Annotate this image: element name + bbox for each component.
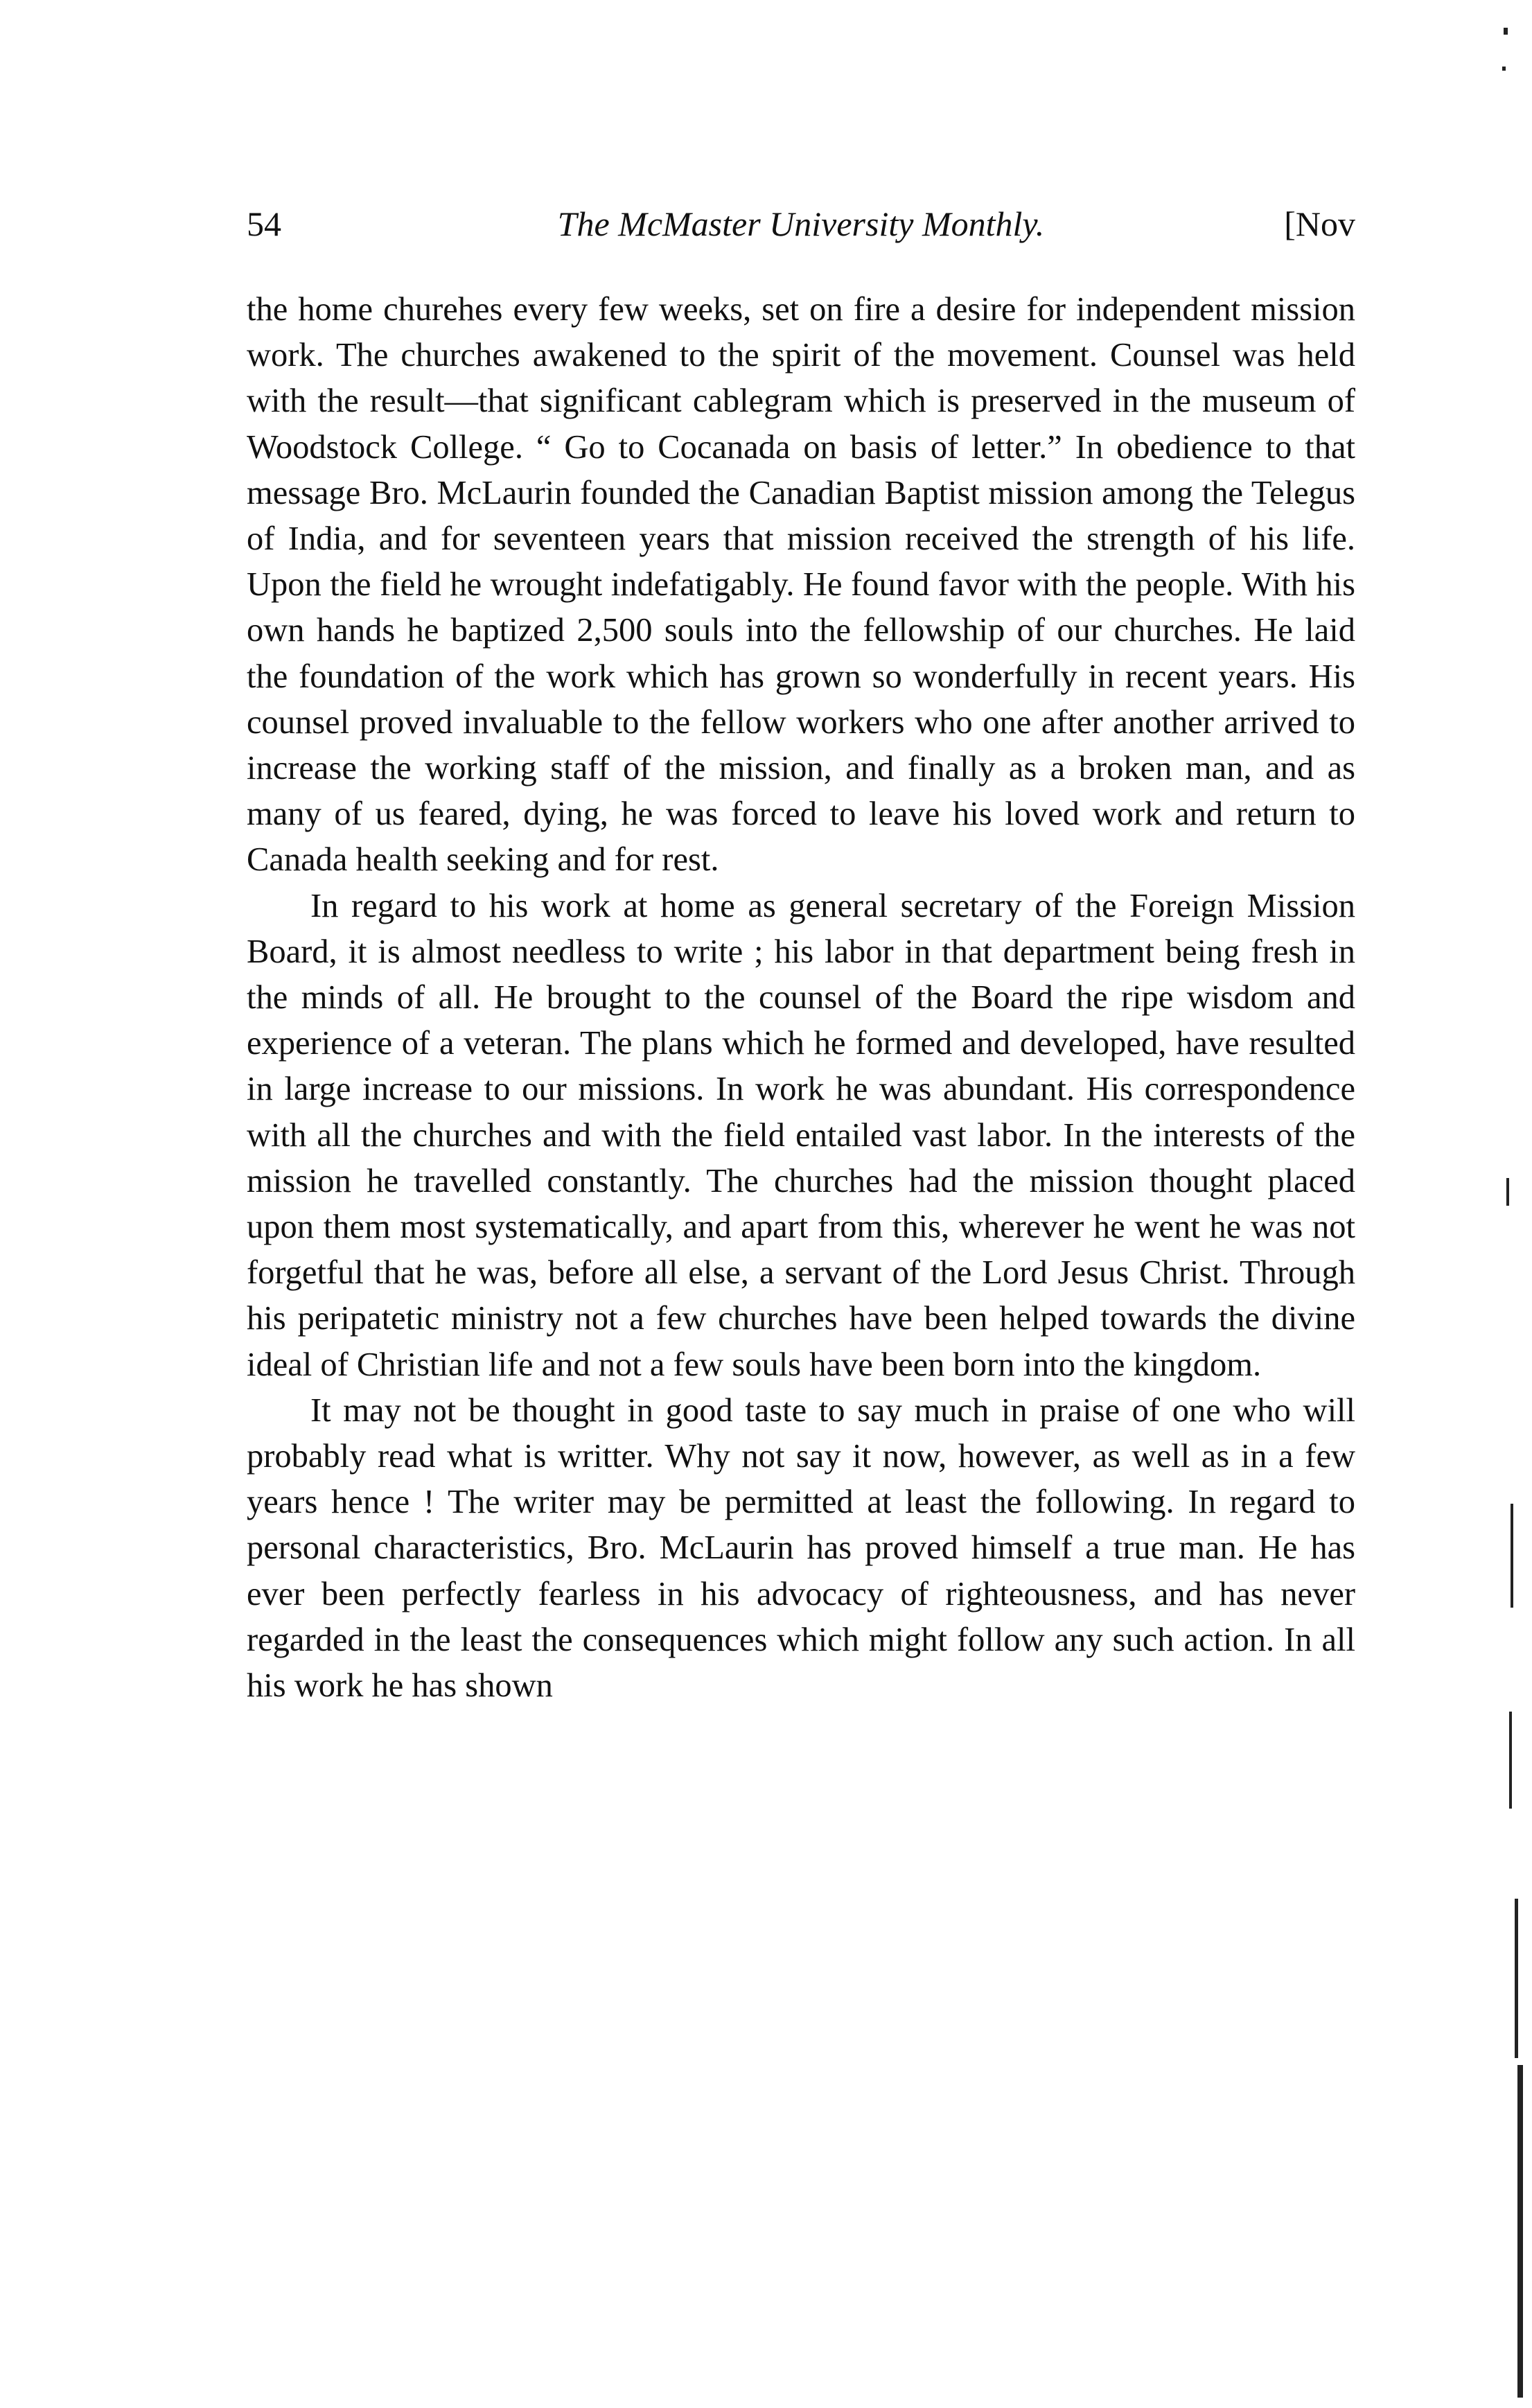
scan-mark: [1504, 28, 1508, 35]
scan-mark: [1509, 1712, 1512, 1809]
issue-month: [Nov: [1284, 204, 1355, 243]
page-number: 54: [247, 204, 281, 243]
paragraph-2: In regard to his work at home as general secretary of the Foreign Mission Board, it is almost needless to write ; his labor in that department being fresh in the minds of all. He brought to the counsel of the Board the ripe wisdom and experience of a veteran. The plans which he formed and developed, have resulted in large increase to our missions. In work he was abundant. His correspondence with all the churches and with the field entailed vast labor. In the interests of the mission he travelled constantly. The churches had the mission thought placed upon them most systematically, and apart from this, wherever he went he was not forgetful that he was, before all else, a servant of the Lord Jesus Christ. Through his peripatetic ministry not a few churches have been helped towards the divine ideal of Christian life and not a few souls have been born into the kingdom.: [247, 887, 1355, 1383]
scan-mark: [1502, 67, 1506, 71]
journal-title: The McMaster University Monthly.: [557, 204, 1045, 243]
scan-mark: [1515, 1899, 1518, 2058]
article-body: [247, 287, 1355, 1709]
scan-mark: [1517, 2065, 1523, 2398]
scan-mark: [1511, 1504, 1513, 1608]
scan-mark: [1506, 1178, 1509, 1206]
paragraph-3: It may not be thought in good taste to say much in praise of one who will probably read what is writter. Why not say it now, however, as well as in a few years hence ! The writer may be permitted at least the following. In regard to personal characteristics, Bro. McLaurin has proved himself a true man. He has ever been perfectly fearless in his advocacy of righteousness, and has never regarded in the least the consequences which might follow any such action. In all his work he has shown: [247, 1391, 1355, 1705]
running-header: [247, 200, 1355, 248]
paragraph-1: the home churehes every few weeks, set on fire a desire for independent mission work. The churches awakened to the spirit of the movement. Counsel was held with the result—that significant cablegram which is preserved in the museum of Woodstock College. “ Go to Cocanada on basis of letter.” In obedience to that message Bro. McLaurin founded the Canadian Baptist mission among the Telegus of India, and for seventeen years that mission received the strength of his life. Upon the field he wrought indefatigably. He found favor with the people. With his own hands he baptized 2,500 souls into the fellowship of our churches. He laid the foundation of the work which has grown so wonderfully in recent years. His counsel proved invaluable to the fellow workers who one after another arrived to increase the working staff of the mission, and finally as a broken man, and as many of us feared, dying, he was forced to leave his loved work and return to Canada health seeking and for rest.: [247, 291, 1355, 879]
